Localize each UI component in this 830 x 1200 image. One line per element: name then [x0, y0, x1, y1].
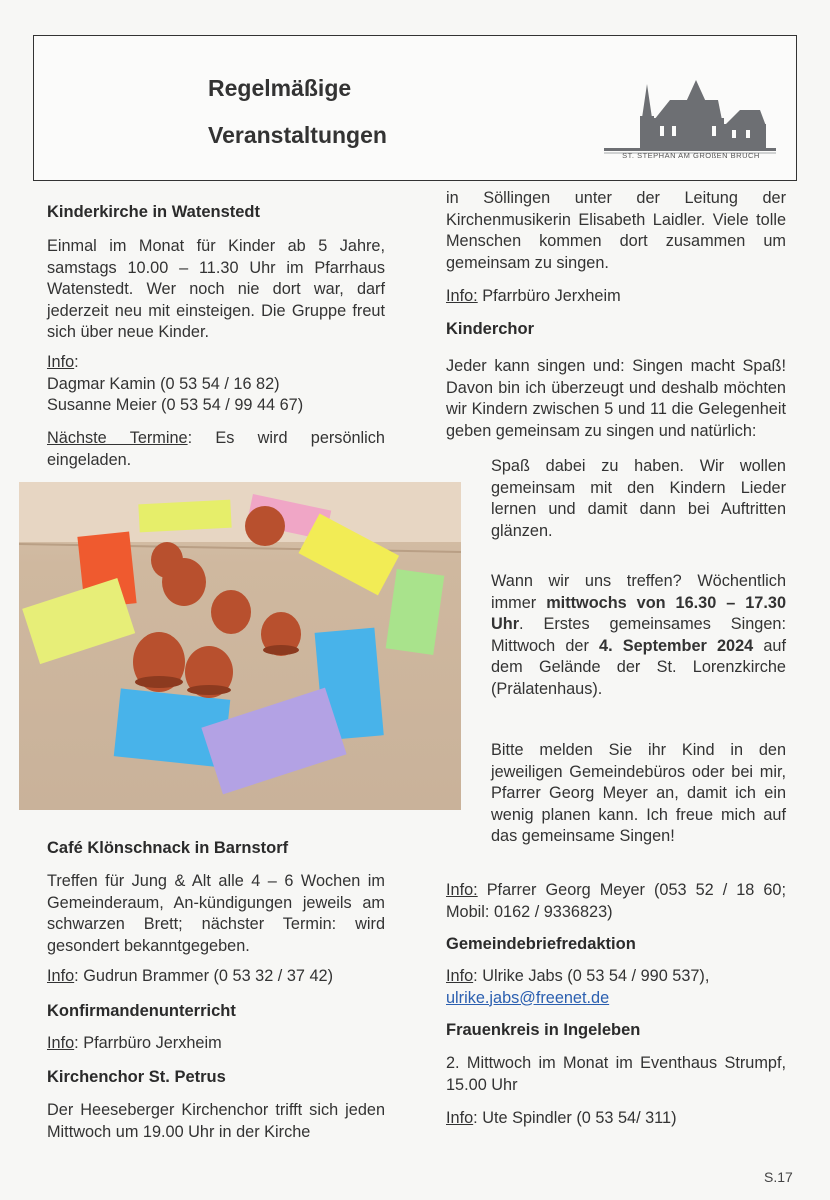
first-date: 4. September 2024 — [599, 636, 754, 655]
page-title-line2: Veranstaltungen — [208, 122, 387, 148]
info-label: Info — [47, 353, 75, 371]
kinderkirche-next: Nächste Termine: Es wird persönlich eingeladen. — [47, 429, 385, 469]
redaktion-heading: Gemeindebriefredaktion — [446, 935, 636, 953]
info-label: Info — [47, 967, 75, 985]
kirchenchor-body: Der Heeseberger Kirchenchor trifft sich jeden Mittwoch um 19.00 Uhr in der Kirche — [47, 1101, 385, 1141]
logo-caption: ST. STEPHAN AM GROßEN BRUCH — [622, 151, 760, 160]
kirchenchor-continued: in Söllingen unter der Leitung der Kirchenmusikerin Elisabeth Laidler. Viele tolle Menschen kommen dort zusammen um gemeinsam zu singen. — [446, 189, 786, 272]
info-label: Info — [446, 1109, 474, 1127]
info-label: Info — [47, 1034, 75, 1052]
contact-line: Dagmar Kamin (0 53 54 / 16 82) — [47, 374, 280, 393]
info-label: Info — [446, 967, 474, 985]
kinderchor-p3: Bitte melden Sie ihr Kind in den jeweiligen Gemeindebüros oder bei mir, Pfarrer Georg Meyer an, damit ich ein wenig planen kann. Ich freue mich auf das gemeinsame Singen! — [491, 741, 786, 845]
meeting-time: mittwochs von 16.30 – 17.30 Uhr — [491, 593, 787, 633]
kinderkirche-info: Info: Dagmar Kamin (0 53 54 / 16 82) Susanne Meier (0 53 54 / 99 44 67) — [47, 353, 304, 414]
page-title-line1: Regelmäßige — [208, 75, 352, 101]
page-number: S.17 — [764, 1169, 793, 1185]
frauenkreis-heading: Frauenkreis in Ingeleben — [446, 1021, 641, 1039]
email-link[interactable]: ulrike.jabs@freenet.de — [446, 988, 610, 1007]
kirchenchor-heading: Kirchenchor St. Petrus — [47, 1068, 226, 1086]
kinderchor-p2: Wann wir uns treffen? Wöchentlich immer mittwochs von 16.30 – 17.30 Uhr. Erstes gemeinsames Singen: Mittwoch der 4. September 2024 auf dem Gelände der St. Lorenzkirche (Prälatenhaus). — [491, 572, 787, 698]
redaktion-info: Info: Ulrike Jabs (0 53 54 / 990 537), ulrike.jabs@freenet.de — [446, 967, 710, 1007]
kinderkirche-heading: Kinderkirche in Watenstedt — [47, 203, 261, 221]
kinderchor-p1: Jeder kann singen und: Singen macht Spaß! Davon bin ich überzeugt und deshalb möchten wir Kindern zwischen 5 und 11 die Gelegenheit geben gemeinsam zu singen und natürlich: — [446, 357, 786, 440]
cafe-heading: Café Klönschnack in Barnstorf — [47, 839, 289, 857]
photo-clay-bells — [19, 482, 461, 810]
info-label: Info: — [446, 287, 478, 305]
kirchenchor-info: Info: Pfarrbüro Jerxheim — [446, 287, 621, 305]
cafe-body: Treffen für Jung & Alt alle 4 – 6 Wochen im Gemeinderaum, An-kündigungen jeweils am schwarzen Brett; nächster Termin: wird gesondert bekanntgegeben. — [47, 872, 385, 955]
contact-line: Susanne Meier (0 53 54 / 99 44 67) — [47, 396, 304, 414]
kinderchor-heading: Kinderchor — [446, 320, 535, 338]
cafe-info: Info: Gudrun Brammer (0 53 32 / 37 42) — [47, 967, 333, 985]
frauenkreis-info: Info: Ute Spindler (0 53 54/ 311) — [446, 1109, 677, 1127]
konfirmanden-heading: Konfirmandenunterricht — [47, 1002, 236, 1020]
info-label: Info: — [446, 881, 478, 899]
frauenkreis-body: 2. Mittwoch im Monat im Eventhaus Strumpf, 15.00 Uhr — [446, 1054, 786, 1094]
konfirmanden-info: Info: Pfarrbüro Jerxheim — [47, 1034, 222, 1052]
next-dates-label: Nächste Termine — [47, 429, 188, 447]
kinderchor-p1b: Spaß dabei zu haben. Wir wollen gemeinsam mit den Kindern Lieder lernen und damit dann bei Auftritten glänzen. — [491, 457, 786, 540]
kinderchor-info: Info: Pfarrer Georg Meyer (053 52 / 18 60; Mobil: 0162 / 9336823) — [446, 881, 786, 921]
kinderkirche-body: Einmal im Monat für Kinder ab 5 Jahre, samstags 10.00 – 11.30 Uhr im Pfarrhaus Watenstedt. Wer noch nie dort war, darf jederzeit neu mit einsteigen. Die Gruppe freut sich über neue Kinder. — [47, 237, 385, 341]
